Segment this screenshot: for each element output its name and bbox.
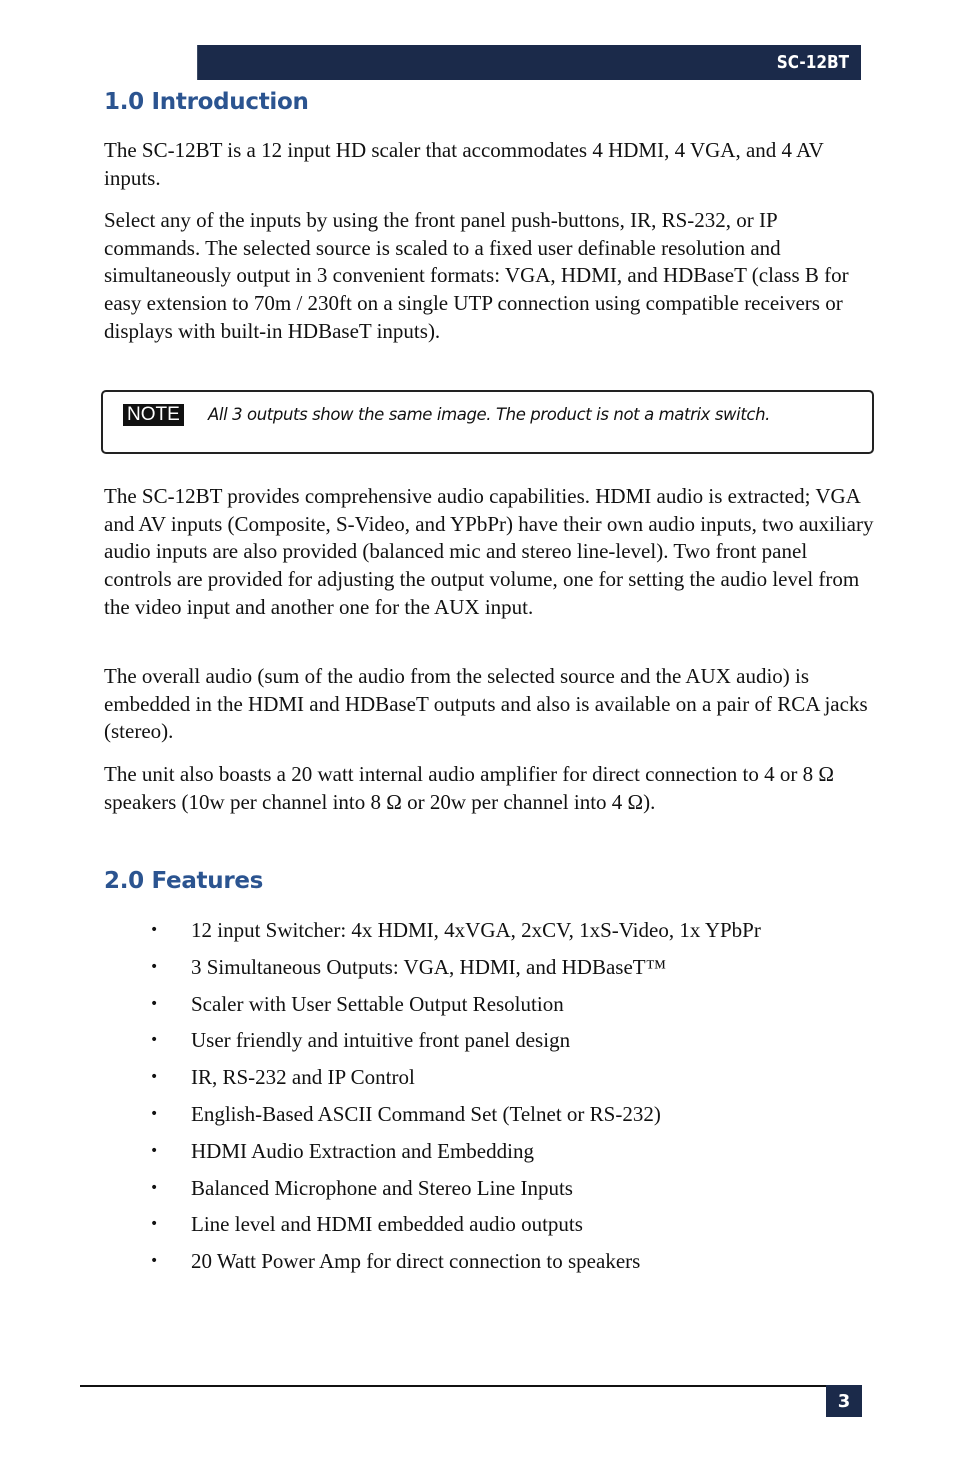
page-number: 3 [837, 1390, 851, 1412]
intro-paragraph-5: The unit also boasts a 20 watt internal audio amplifier for direct connection to 4 or 8 Ω speakers (10w per channel into 8 Ω or 20w per channel into 4 Ω). [104, 762, 834, 814]
feature-text: Scaler with User Settable Output Resolution [191, 991, 564, 1016]
footer-rule [80, 1385, 826, 1387]
note-label: NOTE [123, 404, 184, 426]
feature-text: IR, RS-232 and IP Control [191, 1065, 415, 1090]
list-item [104, 1243, 874, 1280]
bullet-icon: • [150, 1032, 159, 1049]
intro-paragraph-3: The SC-12BT provides comprehensive audio capabilities. HDMI audio is extracted; VGA and AV inputs (Composite, S-Video, and YPbPr) have their own audio inputs, two auxiliary audio inputs are also provided (balanced mic and stereo line-level). Two front panel controls are provided for adjusting the output volume, one for setting the audio level from the video input and another one for the AUX input. [104, 484, 874, 619]
bullet-icon: • [150, 1105, 159, 1122]
bullet-icon: • [150, 1069, 159, 1086]
feature-text: Line level and HDMI embedded audio outputs [191, 1212, 583, 1237]
list-item [104, 1059, 874, 1096]
list-item [104, 1170, 874, 1207]
feature-text: Balanced Microphone and Stereo Line Inputs [191, 1175, 573, 1200]
intro-paragraph-2: Select any of the inputs by using the front panel push-buttons, IR, RS-232, or IP commands. The selected source is scaled to a fixed user definable resolution and simultaneously output in 3 convenient formats: VGA, HDMI, and HDBaseT (class B for easy extension to 70m / 230ft on a single UTP connection using compatible receivers or displays with built-in HDBaseT inputs). [104, 208, 849, 343]
features-list [104, 912, 874, 1280]
bullet-icon: • [150, 995, 159, 1012]
list-item [104, 1206, 874, 1243]
list-item [104, 1096, 874, 1133]
list-item [104, 949, 874, 986]
intro-paragraph-4: The overall audio (sum of the audio from the selected source and the AUX audio) is embedded in the HDMI and HDBaseT outputs and also is available on a pair of RCA jacks (stereo). [104, 664, 868, 744]
header-model-label: SC-12BT [776, 52, 850, 73]
bullet-icon: • [150, 1253, 159, 1270]
feature-text: 12 input Switcher: 4x HDMI, 4xVGA, 2xCV, 1xS-Video, 1x YPbPr [191, 918, 761, 942]
feature-text: English-Based ASCII Command Set (Telnet or RS-232) [191, 1101, 661, 1126]
list-item [104, 986, 874, 1023]
list-item [104, 912, 874, 949]
feature-text: 20 Watt Power Amp for direct connection to speakers [191, 1249, 641, 1274]
page-number-badge [826, 1385, 862, 1417]
bullet-icon: • [150, 958, 159, 975]
intro-paragraph-1: The SC-12BT is a 12 input HD scaler that accommodates 4 HDMI, 4 VGA, and 4 AV inputs. [104, 138, 824, 190]
feature-text: 3 Simultaneous Outputs: VGA, HDMI, and HDBaseT™ [191, 954, 667, 979]
note-box [101, 390, 874, 454]
list-item [104, 1133, 874, 1170]
feature-text: User friendly and intuitive front panel design [191, 1028, 571, 1053]
note-text: All 3 outputs show the same image. The product is not a matrix switch. [208, 405, 770, 424]
features-heading: 2.0 Features [104, 868, 264, 894]
list-item [104, 1022, 874, 1059]
bullet-icon: • [150, 1142, 159, 1159]
header-bar [197, 45, 861, 80]
bullet-icon: • [150, 922, 159, 938]
feature-text: HDMI Audio Extraction and Embedding [191, 1138, 534, 1163]
bullet-icon: • [150, 1179, 159, 1196]
bullet-icon: • [150, 1216, 159, 1233]
intro-heading: 1.0 Introduction [104, 89, 309, 115]
